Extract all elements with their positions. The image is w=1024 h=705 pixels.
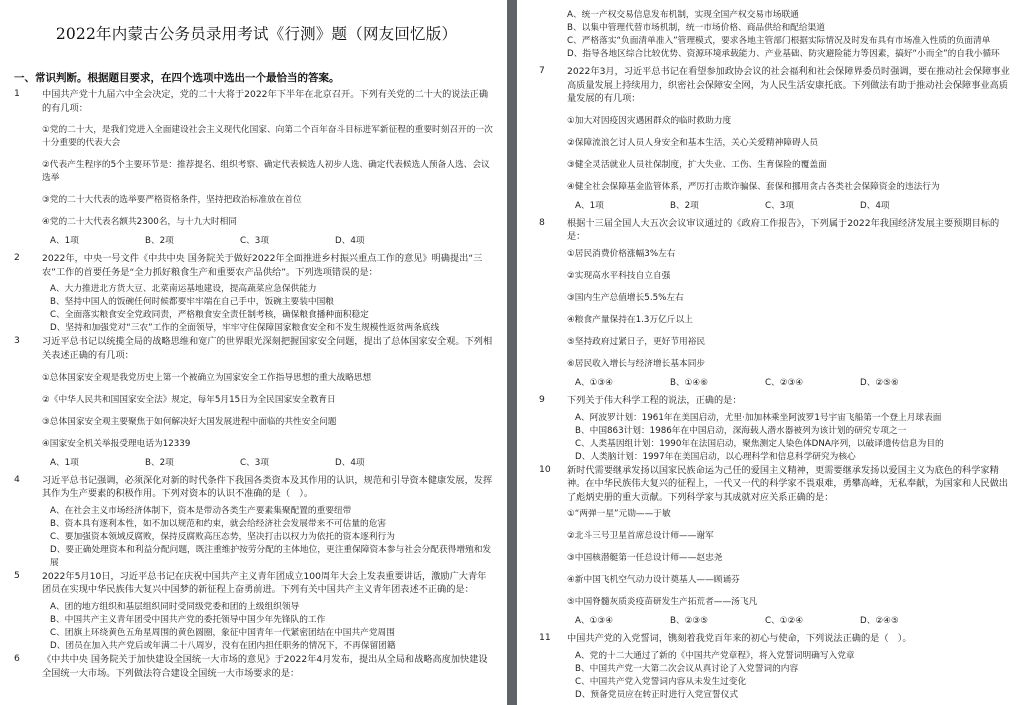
option-d: D、4项 bbox=[860, 200, 890, 211]
option-d: D、人类脑计划：1997年在美国启动，以心理科学和信息科学研究为核心 bbox=[575, 451, 856, 462]
statement-2: ②保障流浪乞讨人员人身安全和基本生活，关心关爱精神障碍人员 bbox=[567, 137, 819, 148]
question-stem: 习近平总书记强调，必须深化对新的时代条件下我国各类资本及其作用的认识，规范和引导资本健康发展，发挥其作为生产要素的积极作用。下列对资本的认识不准确的是（ ）。 bbox=[42, 474, 493, 500]
question-stem: 下列关于伟大科学工程的说法，正确的是： bbox=[567, 394, 742, 406]
answer-options bbox=[50, 456, 493, 470]
option-b: B、以集中管理代替市场机制，统一市场价格、商品供给和配给渠道 bbox=[567, 23, 825, 33]
statement-3: ③中国核潜艇第一任总设计师——赵忠尧 bbox=[567, 553, 723, 564]
document-page-left bbox=[0, 0, 507, 705]
option-a: A、阿波罗计划：1961年在美国启动，尤里·加加林乘坐阿波罗1号宇宙飞船第一个登上月球表面 bbox=[575, 412, 942, 423]
question-stem: 中国共产党十九届六中全会决定，党的二十大将于2022年下半年在北京召开。下列有关党的二十大的说法正确的有几项： bbox=[42, 89, 489, 114]
question-5 bbox=[14, 570, 493, 653]
option-d: D、4项 bbox=[335, 236, 365, 247]
option-a: A、①③④ bbox=[575, 377, 613, 388]
document-title: 2022年内蒙古公务员录用考试《行测》题（网友回忆版） bbox=[55, 25, 458, 43]
option-d: D、坚持和加强党对“三农”工作的全面领导，牢牢守住保障国家粮食安全和不发生规模性返贫两条底线 bbox=[50, 323, 440, 334]
option-c: C、3项 bbox=[240, 236, 269, 247]
option-d: D、②⑤⑥ bbox=[860, 377, 899, 388]
question-1 bbox=[14, 88, 493, 248]
question-number: 10 bbox=[539, 463, 551, 475]
option-c: C、②③④ bbox=[765, 377, 804, 388]
statement-1: ①总体国家安全观是我党历史上第一个被确立为国家安全工作指导思想的重大战略思想 bbox=[42, 372, 372, 383]
question-number: 3 bbox=[14, 335, 20, 347]
answer-options bbox=[575, 199, 1010, 213]
option-a: A、在社会主义市场经济体制下，资本是带动各类生产要素集聚配置的重要纽带 bbox=[50, 505, 352, 516]
statement-4: ④党的二十大代表名额共2300名，与十九大时相同 bbox=[42, 217, 237, 228]
option-a: A、1项 bbox=[50, 236, 79, 247]
question-3 bbox=[14, 335, 493, 469]
document-page-right bbox=[517, 0, 1024, 705]
statement-4: ④新中国飞机空气动力设计奠基人——顾诵芬 bbox=[567, 575, 740, 586]
option-c: C、3项 bbox=[240, 457, 269, 468]
option-c: C、①②④ bbox=[765, 616, 804, 627]
question-stem: 2022年3月，习近平总书记在看望参加政协会议的社会福利和社会保障界委员时强调，要在推动社会保障事业高质量发展上持续用力，织密社会保障安全网，为人民生活安康托底。下列做法有助于推动社会保障事业高质量发展的有几项： bbox=[567, 66, 1010, 105]
statement-3: ③党的二十大代表的选举要严格资格条件，坚持把政治标准放在首位 bbox=[42, 195, 302, 206]
question-6 bbox=[14, 653, 493, 680]
option-b: B、中国863计划：1986年在中国启动，深海载人潜水器被列为该计划的研究专项之一 bbox=[575, 425, 907, 436]
option-b: B、资本具有逐利本性，如不加以规范和约束，就会给经济社会发展带来不可估量的危害 bbox=[50, 518, 387, 529]
option-b: B、2项 bbox=[145, 236, 174, 247]
option-b: B、中国共产主义青年团受中国共产党的委托领导中国少年先锋队的工作 bbox=[50, 614, 326, 625]
statement-5: ⑤中国脊髓灰质炎疫苗研发生产拓荒者——汤飞凡 bbox=[567, 597, 758, 608]
option-c: C、团旗上环绕黄色五角星周围的黄色圆圈，象征中国青年一代紧密团结在中国共产党周围 bbox=[50, 627, 395, 638]
option-a: A、团的地方组织和基层组织同时受同级党委和团的上级组织领导 bbox=[50, 601, 300, 612]
question-7 bbox=[539, 65, 1010, 213]
page-gutter bbox=[507, 0, 517, 705]
question-stem: 新时代需要继承发扬以国家民族命运为己任的爱国主义精神，更需要继承发扬以爱国主义为底色的科学家精神。在中华民族伟大复兴的征程上，一代又一代的科学家不畏艰难，勇攀高峰，无私奉献，为国家和人民做出了彪炳史册的重大贡献。下列科学家与其成就对应关系正确的是： bbox=[567, 464, 1008, 503]
statement-3: ③总体国家安全观主要聚焦于如何解决好大国发展进程中面临的共性安全问题 bbox=[42, 416, 337, 427]
option-a: A、1项 bbox=[575, 200, 604, 211]
statement-4: ④国家安全机关举报受理电话为12339 bbox=[42, 438, 191, 449]
statement-5: ⑤坚持政府过紧日子，更好节用裕民 bbox=[567, 336, 706, 347]
question-stem: 2022年5月10日，习近平总书记在庆祝中国共产主义青年团成立100周年大会上发表重要讲话，激励广大青年团员在实现中华民族伟大复兴中国梦的新征程上奋勇前进。下列有关中国共产主义青年团表述不正确的是： bbox=[42, 570, 487, 596]
section-heading: 一、常识判断。根据题目要求，在四个选项中选出一个最恰当的答案。 bbox=[14, 72, 340, 84]
question-9 bbox=[539, 394, 1010, 464]
statement-4: ④粮食产量保持在1.3万亿斤以上 bbox=[567, 314, 693, 325]
option-d: D、4项 bbox=[335, 457, 365, 468]
option-b: B、中国共产党一大第二次会议从真讨论了入党誓词的内容 bbox=[575, 663, 799, 674]
statement-3: ③健全灵活就业人员社保制度，扩大失业、工伤、生育保险的覆盖面 bbox=[567, 159, 827, 170]
question-number: 8 bbox=[539, 216, 545, 228]
question-10 bbox=[539, 464, 1010, 629]
statement-1: ①“两弹一星”元勋——于敏 bbox=[567, 509, 671, 520]
option-a: A、统一产权交易信息发布机制，实现全国产权交易市场联通 bbox=[567, 10, 799, 20]
statement-2: ②代表产生程序的5个主要环节是：推荐提名、组织考察、确定代表候选人初步人选、确定代表候选人预备人选、会议选举 bbox=[42, 160, 490, 184]
question-number: 9 bbox=[539, 393, 545, 405]
option-c: C、严格落实“负面清单准入”管理模式，要求各地主管部门根据实际情况及时发布具有市场准入性质的负面清单 bbox=[567, 36, 991, 46]
option-a: A、党的十二大通过了新的《中国共产党章程》，将入党誓词明确写入党章 bbox=[575, 650, 855, 661]
option-c: C、3项 bbox=[765, 200, 794, 211]
option-a: A、①③④ bbox=[575, 616, 613, 627]
question-stem: 《中共中央 国务院关于加快建设全国统一大市场的意见》于2022年4月发布，提出从全局和战略高度加快建设全国统一大市场。下列做法符合建设全国统一大市场要求的是： bbox=[42, 653, 488, 679]
option-c: C、要加强资本领域反腐败，保持反腐败高压态势，坚决打击以权力为依托的资本逐利行为 bbox=[50, 531, 395, 542]
option-d: D、要正确处理资本和利益分配问题，既注重维护按劳分配的主体地位，更注重保障资本参与社会分配获得增殖和发展 bbox=[50, 544, 492, 568]
option-c: C、全面落实粮食安全党政同责，严格粮食安全责任制考核，确保粮食播种面积稳定 bbox=[50, 310, 369, 321]
statement-2: ②实现高水平科技自立自强 bbox=[567, 270, 671, 281]
statement-2: ②北斗三号卫星首席总设计师——谢军 bbox=[567, 531, 714, 542]
statement-6: ⑥居民收入增长与经济增长基本同步 bbox=[567, 358, 706, 369]
question-number: 1 bbox=[14, 88, 20, 99]
statement-3: ③国内生产总值增长5.5%左右 bbox=[567, 292, 684, 303]
question-number: 5 bbox=[14, 569, 20, 581]
option-d: D、②④⑤ bbox=[860, 616, 899, 627]
question-stem: 2022年，中央一号文件《中共中央 国务院关于做好2022年全面推进乡村振兴重点工作的意见》明确提出“三农”工作的首要任务是“全力抓好粮食生产和重要农产品供给”。下列选项错误的是： bbox=[42, 253, 483, 278]
question-number: 11 bbox=[539, 632, 551, 644]
question-number: 7 bbox=[539, 65, 545, 76]
option-d: D、预备党员应在转正时进行入党宣誓仪式 bbox=[575, 689, 739, 700]
question-11 bbox=[539, 632, 1010, 702]
question-6-options bbox=[539, 9, 1010, 61]
answer-options bbox=[575, 614, 1010, 628]
question-8 bbox=[539, 217, 1010, 390]
statement-2: ②《中华人民共和国国家安全法》规定，每年5月15日为全民国家安全教育日 bbox=[42, 394, 336, 405]
option-b: B、坚持中国人的饭碗任何时候都要牢牢端在自己手中，饭碗主要装中国粮 bbox=[50, 297, 334, 308]
question-stem: 中国共产党的入党誓词，镌刻着我党百年来的初心与使命，下列说法正确的是（ ）。 bbox=[567, 633, 912, 645]
option-d: D、团员在加入共产党后或年满二十八周岁，没有在团内担任职务的情况下，不再保留团籍 bbox=[50, 640, 396, 651]
option-b: B、2项 bbox=[145, 457, 174, 468]
question-2 bbox=[14, 252, 493, 335]
question-number: 4 bbox=[14, 473, 20, 485]
option-b: B、2项 bbox=[670, 200, 699, 211]
option-a: A、大力推进北方货大豆、北菜南运基地建设，提高蔬菜应急保供能力 bbox=[50, 284, 317, 295]
option-c: C、人类基因组计划：1990年在法国启动，聚焦测定人染色体DNA序列，以破译遗传信息为目的 bbox=[575, 438, 944, 449]
question-4 bbox=[14, 474, 493, 570]
statement-4: ④健全社会保障基金监管体系，严厉打击欺诈骗保、套保和挪用贪占各类社会保障资金的违法行为 bbox=[567, 181, 940, 192]
statement-1: ①加大对因疫因灾遇困群众的临时救助力度 bbox=[567, 115, 732, 126]
answer-options bbox=[50, 234, 493, 248]
option-b: B、②③⑤ bbox=[670, 616, 709, 627]
question-number: 6 bbox=[14, 652, 20, 664]
statement-1: ①党的二十大，是我们党进入全面建设社会主义现代化国家、向第二个百年奋斗目标进军新征程的重要时刻召开的一次十分重要的代表大会 bbox=[42, 125, 493, 149]
question-stem: 习近平总书记以统揽全局的战略思维和宽广的世界眼光深刻把握国家安全问题，提出了总体国家安全观。下列相关表述正确的有几项： bbox=[42, 336, 493, 361]
question-stem: 根据十三届全国人大五次会议审议通过的《政府工作报告》，下列属于2022年我国经济发展主要预期目标的是： bbox=[567, 217, 1000, 243]
question-number: 2 bbox=[14, 252, 20, 264]
statement-1: ①居民消费价格涨幅3%左右 bbox=[567, 248, 676, 259]
option-c: C、中国共产党入党誓词内容从未发生过变化 bbox=[575, 676, 747, 687]
option-d: D、指导各地区综合比较优势、资源环境承载能力、产业基础、防灾避险能力等因素，搞好“小而全”的自我小循环 bbox=[567, 49, 1000, 59]
option-a: A、1项 bbox=[50, 457, 79, 468]
answer-options bbox=[575, 376, 1010, 390]
option-b: B、①④⑥ bbox=[670, 377, 709, 388]
